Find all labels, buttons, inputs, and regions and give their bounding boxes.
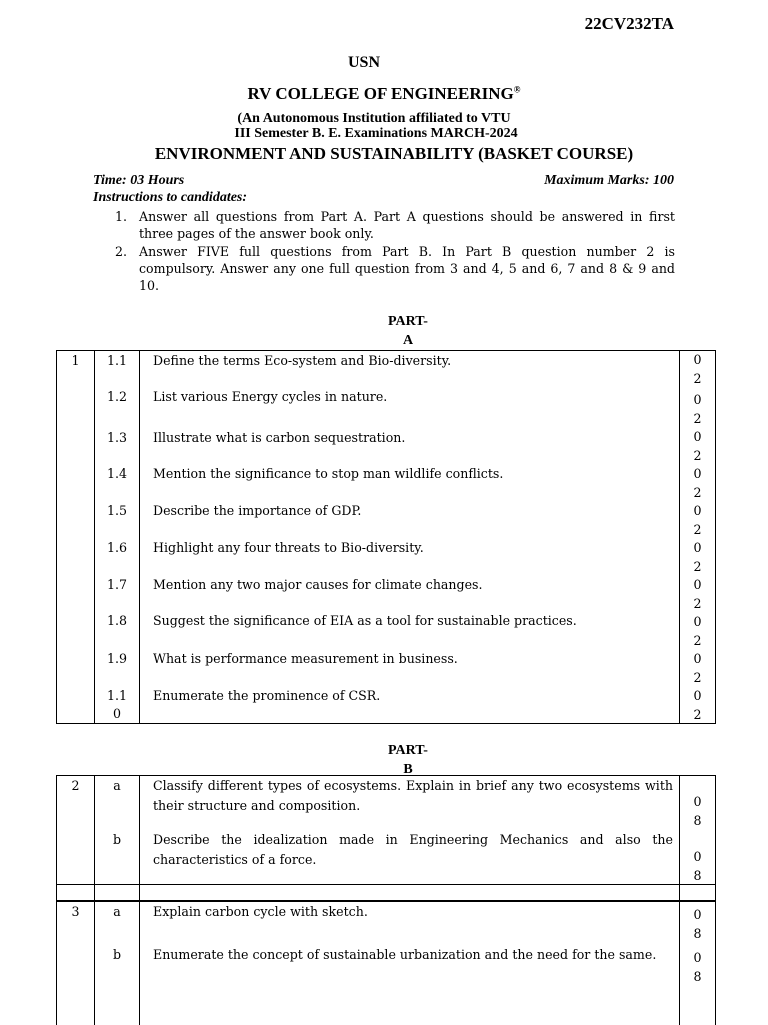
- marks-digit: 8: [693, 968, 702, 984]
- question-text: Illustrate what is carbon sequestration.: [153, 430, 406, 445]
- instruction-text: Answer FIVE full questions from Part B. In Part B question number 2 is compulsory. Answer any one full question from 3 and 4, 5 and 6, 7 and 8 & 9 and 10.: [139, 244, 675, 293]
- marks-digit: 0: [693, 466, 702, 481]
- question-number-cell: [57, 902, 95, 1025]
- marks-cell: [680, 351, 716, 724]
- subquestion-number: 1.4: [106, 466, 128, 481]
- question-text: Describe the idealization made in Engineering Mechanics and also the characteristics of a force.: [153, 832, 673, 867]
- marks-digit: 2: [693, 447, 702, 463]
- subquestion-cell: [95, 902, 140, 1025]
- part-a-heading: [372, 312, 444, 350]
- question-text: Classify different types of ecosystems. Explain in brief any two ecosystems with their structure and composition.: [153, 778, 673, 813]
- part-b-table-q2: [56, 775, 716, 901]
- marks-digit: 8: [693, 812, 702, 828]
- table-row: [57, 902, 716, 1025]
- part-a-title-2: A: [402, 333, 414, 348]
- marks: [680, 793, 715, 830]
- question-text: Suggest the significance of EIA as a tool for sustainable practices.: [153, 613, 577, 628]
- instruction-number: 2.: [115, 244, 128, 259]
- marks: [680, 502, 715, 539]
- marks-digit: 0: [693, 429, 702, 444]
- marks-digit: 0: [693, 651, 702, 666]
- subquestion-label: b: [112, 947, 122, 962]
- marks-digit: 0: [693, 688, 702, 703]
- subquestion-label: b: [112, 832, 122, 847]
- question-number: 3: [71, 904, 80, 919]
- marks-digit: 0: [693, 352, 702, 367]
- marks-digit: 0: [693, 540, 702, 555]
- marks: [680, 949, 715, 986]
- instruction-number: 1.: [115, 209, 128, 224]
- marks: [680, 613, 715, 650]
- time-label: Time: 03 Hours: [93, 173, 185, 188]
- instructions-title: Instructions to candidates:: [93, 190, 248, 205]
- table-row: [57, 351, 716, 724]
- question-text: Describe the importance of GDP.: [153, 503, 362, 518]
- marks-digit: 2: [693, 595, 702, 611]
- marks-digit: 8: [693, 867, 702, 883]
- question-text: Define the terms Eco-system and Bio-diversity.: [153, 353, 452, 368]
- subquestion-number: 0: [112, 706, 121, 721]
- marks-digit: 2: [693, 521, 702, 537]
- question-number-cell: [57, 351, 95, 724]
- marks: [680, 906, 715, 943]
- subquestion-number: 1.6: [106, 540, 128, 555]
- question-text: Enumerate the prominence of CSR.: [153, 688, 381, 703]
- question-text: List various Energy cycles in nature.: [153, 389, 388, 404]
- marks: [680, 351, 715, 388]
- marks-digit: 2: [693, 669, 702, 685]
- spacer-cell: [140, 885, 680, 901]
- subquestion-number: 1.2: [106, 389, 128, 404]
- instruction-text: Answer all questions from Part A. Part A questions should be answered in first three pages of the answer book only.: [139, 209, 675, 241]
- marks-digit: 8: [693, 925, 702, 941]
- subquestion-number: 1.7: [106, 577, 128, 592]
- subquestion-label: a: [113, 904, 121, 919]
- college-name-text: RV COLLEGE OF ENGINEERING: [247, 84, 514, 103]
- part-b-title-2: B: [403, 762, 413, 777]
- marks-digit: 2: [693, 370, 702, 386]
- question-text: Explain carbon cycle with sketch.: [153, 904, 368, 919]
- marks-digit: 2: [693, 558, 702, 574]
- spacer-cell: [57, 885, 95, 901]
- question-number: 2: [71, 778, 80, 793]
- question-text-cell: [140, 902, 680, 1025]
- marks: [680, 650, 715, 687]
- subquestion-label: a: [113, 778, 121, 793]
- part-b-title-1: PART-: [388, 743, 428, 758]
- part-a-table: [56, 350, 716, 724]
- question-text: Mention the significance to stop man wildlife conflicts.: [153, 466, 504, 481]
- marks-digit: 2: [693, 484, 702, 500]
- marks-digit: 0: [693, 907, 702, 922]
- max-marks-label: Maximum Marks: 100: [544, 173, 674, 188]
- part-b-table-q3: [56, 901, 716, 1025]
- marks: [680, 428, 715, 465]
- marks-digit: 2: [693, 410, 702, 426]
- subquestion-number: 1.8: [106, 613, 128, 628]
- marks-digit: 0: [693, 392, 702, 407]
- part-a-title-1: PART-: [388, 314, 428, 329]
- marks-digit: 0: [693, 794, 702, 809]
- question-text: What is performance measurement in business.: [153, 651, 458, 666]
- subquestion-number: 1.1: [106, 353, 128, 368]
- subquestion-number: 1.9: [106, 651, 128, 666]
- paper-code: 22CV232TA: [584, 14, 674, 33]
- course-title: ENVIRONMENT AND SUSTAINABILITY (BASKET COURSE): [154, 144, 634, 163]
- marks: [680, 391, 715, 428]
- subquestion-cell: [95, 776, 140, 885]
- question-text-cell: [140, 351, 680, 724]
- spacer-cell: [95, 885, 140, 901]
- question-number-cell: [57, 776, 95, 885]
- marks: [680, 465, 715, 502]
- usn-label: USN: [347, 54, 380, 71]
- marks-digit: 0: [693, 614, 702, 629]
- question-text-cell: [140, 776, 680, 885]
- marks-cell: [680, 776, 716, 885]
- question-text: Highlight any four threats to Bio-diversity.: [153, 540, 424, 555]
- question-number: 1: [71, 353, 80, 368]
- marks: [680, 848, 715, 885]
- question-text: Enumerate the concept of sustainable urbanization and the need for the same.: [153, 947, 657, 962]
- table-row: [57, 776, 716, 885]
- marks-digit: 0: [693, 577, 702, 592]
- marks-digit: 0: [693, 950, 702, 965]
- marks-digit: 0: [693, 849, 702, 864]
- subquestion-number: 1.5: [106, 503, 128, 518]
- marks: [680, 687, 715, 724]
- subquestion-number: 1.1: [106, 688, 128, 703]
- marks-digit: 0: [693, 503, 702, 518]
- subquestion-cell: [95, 351, 140, 724]
- spacer-cell: [680, 885, 716, 901]
- marks-cell: [680, 902, 716, 1025]
- affiliation: (An Autonomous Institution affiliated to VTU: [237, 111, 511, 126]
- question-text: Mention any two major causes for climate changes.: [153, 577, 483, 592]
- marks: [680, 539, 715, 576]
- exam-title: III Semester B. E. Examinations MARCH-2024: [234, 126, 518, 141]
- marks: [680, 576, 715, 613]
- table-spacer-row: [57, 885, 716, 901]
- college-name: [0, 84, 768, 104]
- marks-digit: 2: [693, 706, 702, 722]
- marks-digit: 2: [693, 632, 702, 648]
- part-b-heading: [372, 741, 444, 779]
- registered-mark: ®: [513, 84, 521, 95]
- subquestion-number: 1.3: [106, 430, 128, 445]
